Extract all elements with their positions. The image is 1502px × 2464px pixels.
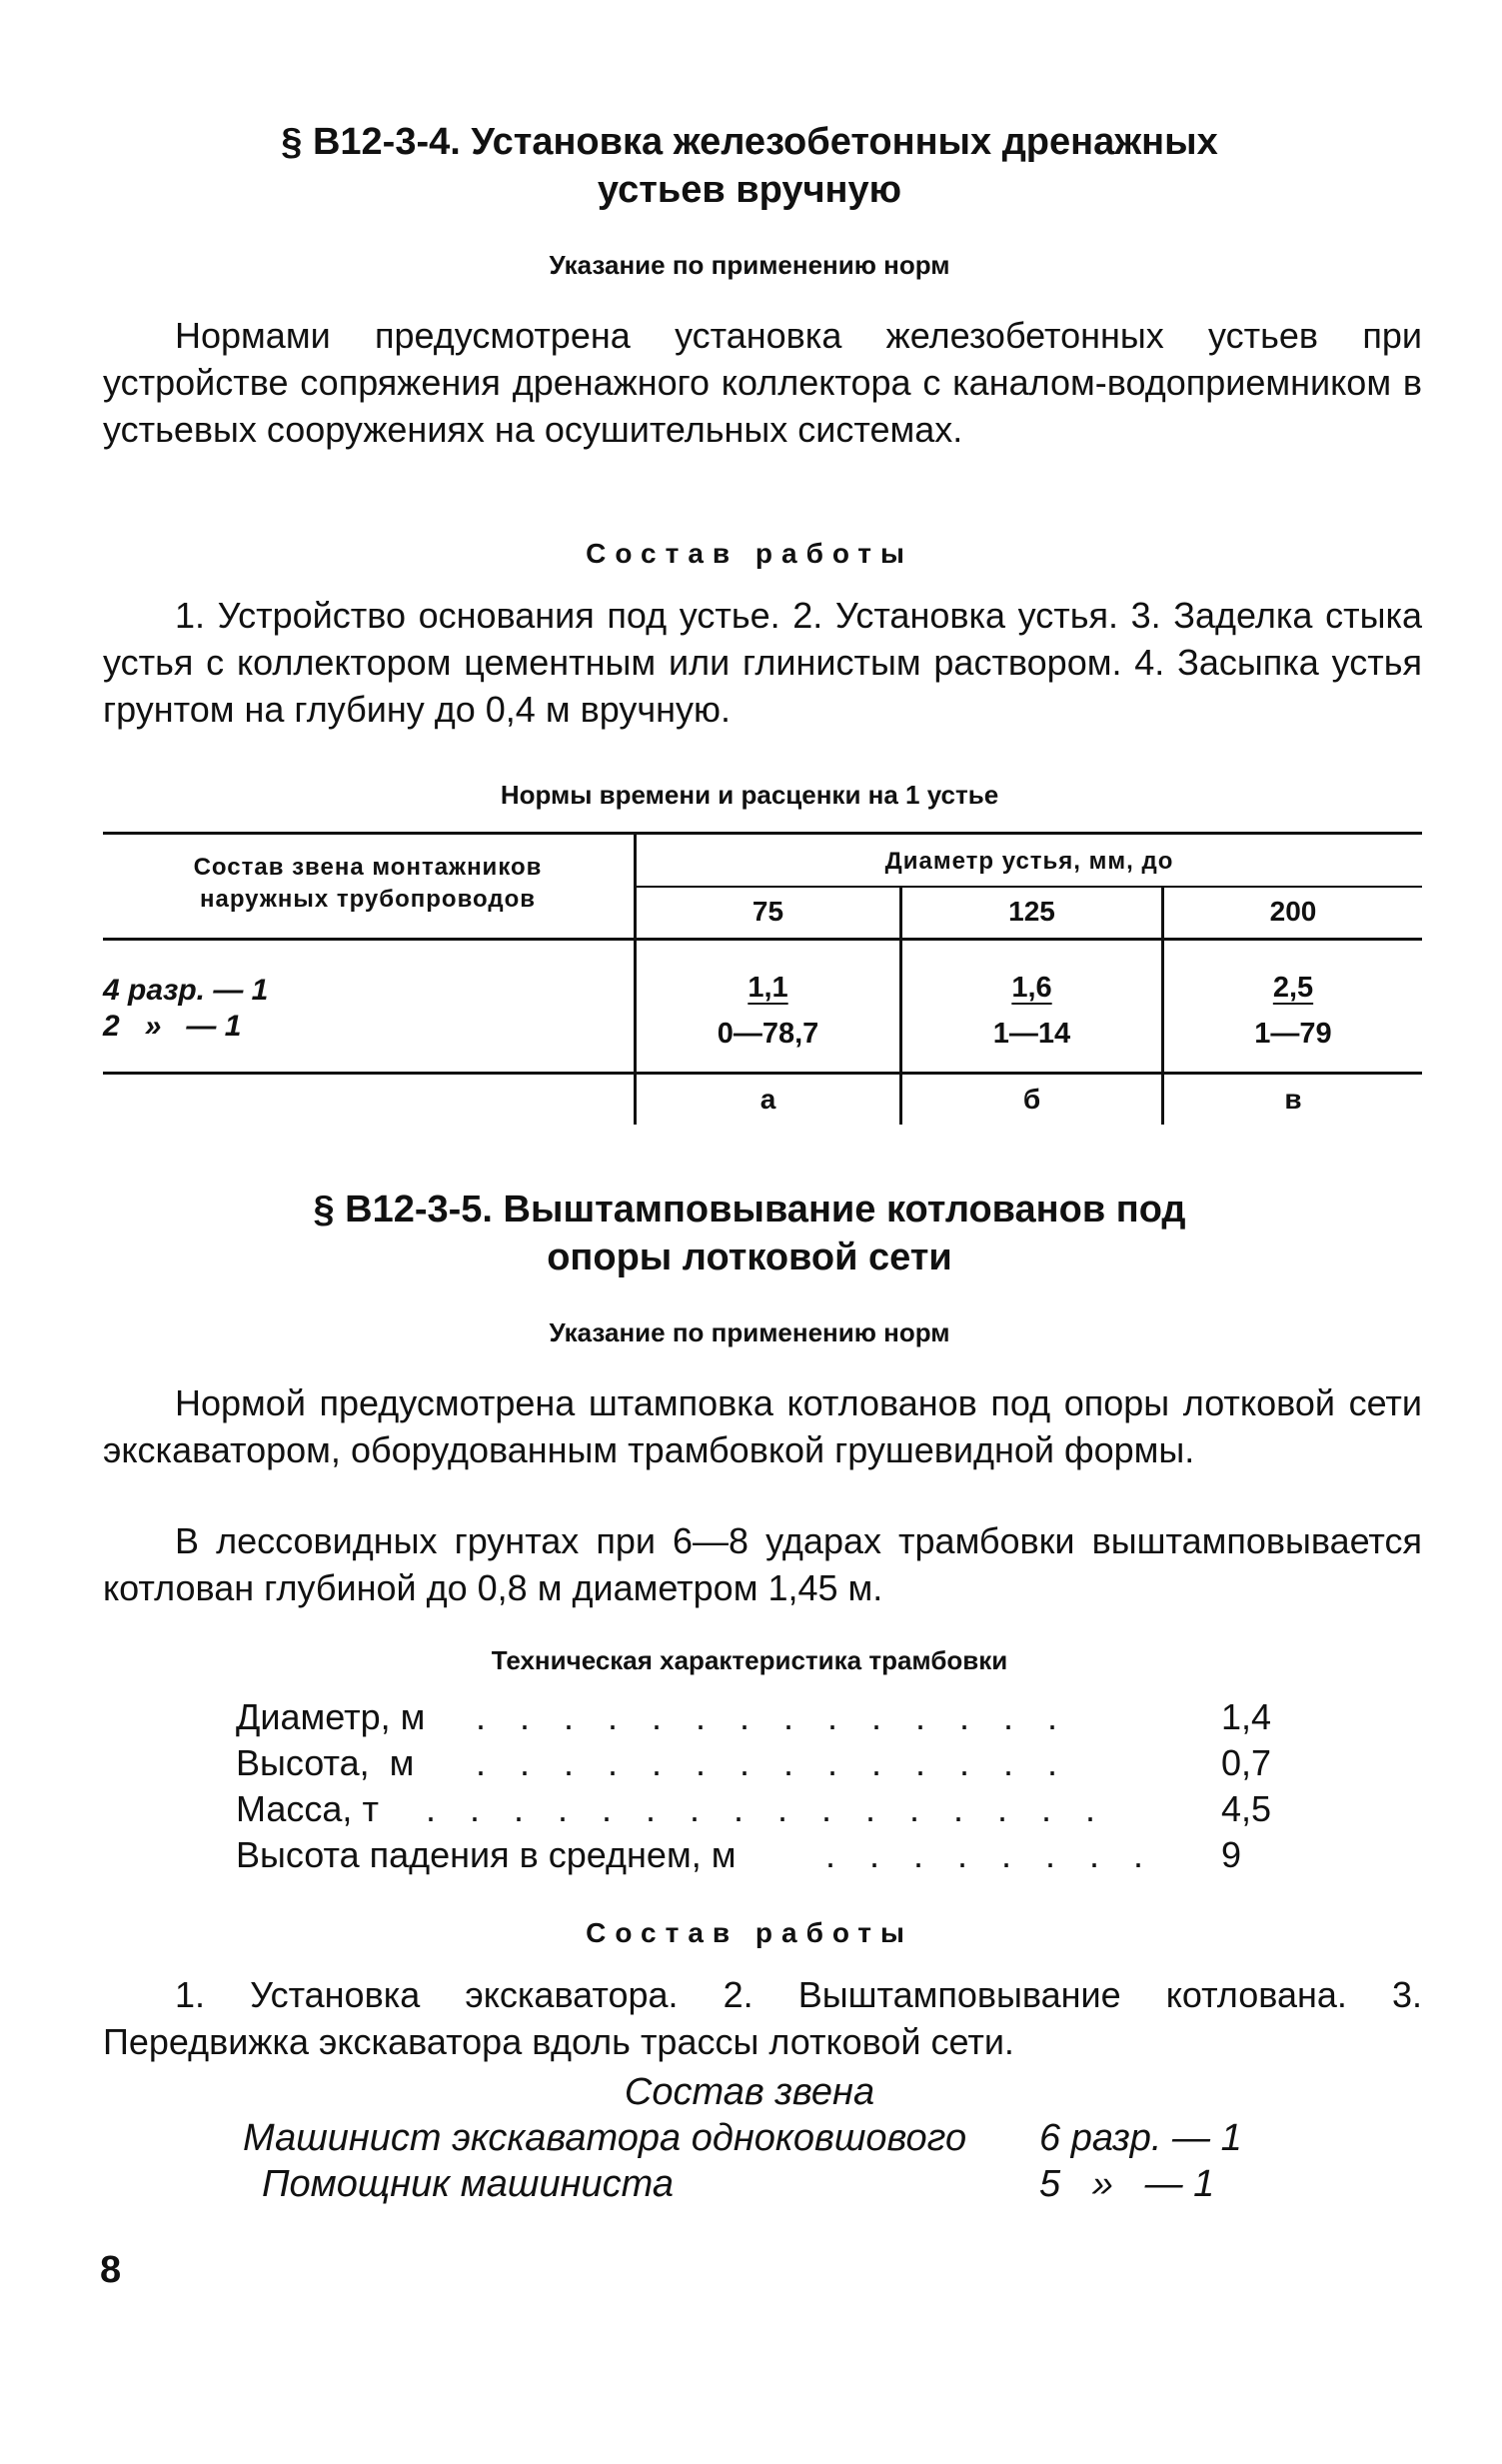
rate-c: 1—79 xyxy=(1254,1018,1332,1050)
section1-work-heading: Состав работы xyxy=(586,538,913,569)
spec-value: 0,7 xyxy=(1221,1742,1272,1783)
section2-title-line1: § В12-3-5. Выштамповывание котлованов под xyxy=(313,1189,1186,1231)
crew-header-line1: Состав звена монтажников xyxy=(193,854,543,881)
section1-guideline-heading: Указание по применению норм xyxy=(549,250,950,280)
table-top-rule xyxy=(103,832,1422,835)
section1-table-title: Нормы времени и расценки на 1 устье xyxy=(500,780,999,810)
diameter-200: 200 xyxy=(1269,896,1317,927)
crew-row-line1: 4 разр. — 1 xyxy=(103,974,269,1007)
table-header-rule xyxy=(636,886,1422,888)
spec-value: 1,4 xyxy=(1221,1696,1272,1737)
section2-guideline-p1: Нормой предусмотрена штамповка котлованов под опоры лотковой сети экскаватором, оборудованным трамбовкой грушевидной формы. xyxy=(103,1382,1422,1470)
table-body-bottom-rule xyxy=(103,1072,1422,1075)
spec-value: 4,5 xyxy=(1221,1788,1272,1829)
section2-guideline-heading: Указание по применению норм xyxy=(549,1317,950,1347)
spec-row: Высота, м . . . . . . . . . . . . . . 0,7 xyxy=(236,1742,1272,1783)
section1-work-text: 1. Устройство основания под устье. 2. Установка устья. 3. Заделка стыка устья с коллектором цементным или глинистым раствором. 4. Засыпка устья грунтом на глубину до 0,4 м вручную. xyxy=(103,595,1422,730)
section2-work-text: 1. Установка экскаватора. 2. Выштамповывание котлована. 3. Передвижка экскаватора вдоль трассы лотковой сети. xyxy=(103,1974,1422,2062)
column-letter-b: б xyxy=(1022,1084,1041,1115)
column-letter-a: а xyxy=(759,1084,776,1115)
section2-title-line2: опоры лотковой сети xyxy=(547,1236,952,1278)
table-header-bottom-rule xyxy=(103,938,1422,941)
diameter-125: 125 xyxy=(1008,896,1055,927)
spec-value: 9 xyxy=(1221,1834,1242,1875)
spec-label: Высота, м xyxy=(236,1742,415,1783)
spec-label: Высота падения в среднем, м xyxy=(236,1834,737,1875)
crew-role-2: Помощник машиниста xyxy=(262,2163,675,2205)
time-norm-a: 1,1 xyxy=(748,972,788,1004)
spec-row: Масса, т . . . . . . . . . . . . . . . . 4,5 xyxy=(236,1788,1272,1829)
diameter-75: 75 xyxy=(751,896,784,927)
crew-heading: Состав звена xyxy=(624,2071,875,2113)
time-norm-b: 1,6 xyxy=(1011,972,1052,1004)
crew-row-line2: 2 » — 1 xyxy=(103,1010,242,1043)
spec-label: Масса, т xyxy=(236,1788,379,1829)
spec-label: Диаметр, м xyxy=(236,1696,426,1737)
column-letter-c: в xyxy=(1284,1084,1302,1115)
rate-b: 1—14 xyxy=(992,1018,1071,1050)
crew-grade-1: 6 разр. — 1 xyxy=(1039,2117,1242,2159)
time-norm-c: 2,5 xyxy=(1272,972,1314,1004)
specs-heading: Техническая характеристика трамбовки xyxy=(491,1645,1008,1675)
page-number: 8 xyxy=(100,2249,122,2291)
crew-role-1: Машинист экскаватора одноковшового xyxy=(243,2117,967,2159)
section2-guideline-p2: В лессовидных грунтах при 6—8 ударах трамбовки выштамповывается котлован глубиной до 0,8 м диаметром 1,45 м. xyxy=(103,1520,1422,1608)
section1-title-line1: § В12-3-4. Установка железобетонных дренажных xyxy=(281,121,1218,163)
diameter-header: Диаметр устья, мм, до xyxy=(884,848,1174,875)
crew-grade-2: 5 » — 1 xyxy=(1039,2163,1215,2205)
spec-row: Диаметр, м . . . . . . . . . . . . . . 1,4 xyxy=(236,1696,1272,1737)
crew-header-line2: наружных трубопроводов xyxy=(199,886,537,913)
section1-title-line2: устьев вручную xyxy=(597,169,902,211)
spec-row: Высота падения в среднем, м . . . . . . . . 9 xyxy=(236,1834,1242,1875)
rate-a: 0—78,7 xyxy=(717,1018,819,1050)
section1-guideline-text: Нормами предусмотрена установка железобетонных устьев при устройстве сопряжения дренажного коллектора с каналом-водоприемником в устьевых сооружениях на осушительных системах. xyxy=(103,315,1422,450)
section2-work-heading: Состав работы xyxy=(586,1917,913,1948)
